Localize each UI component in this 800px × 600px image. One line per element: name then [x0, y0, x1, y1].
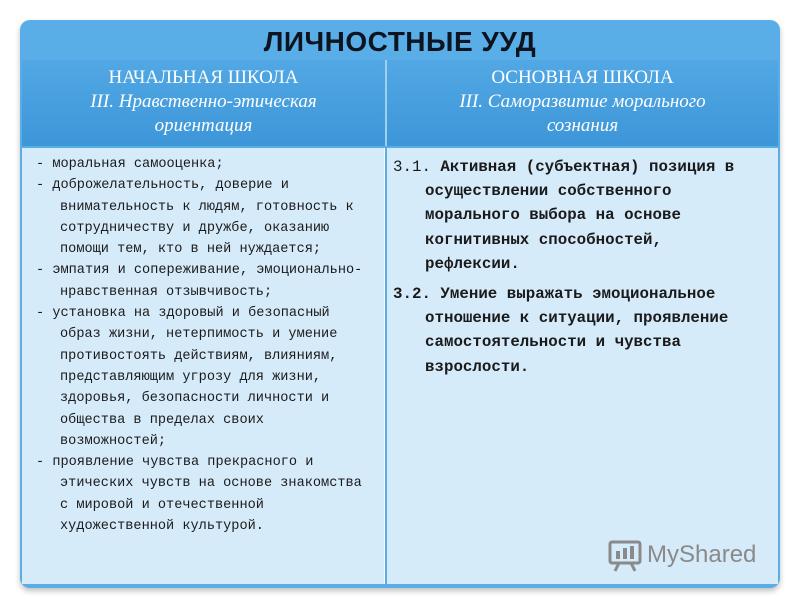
slide-title: ЛИЧНОСТНЫЕ УУД — [263, 26, 537, 57]
item-text: Умение выражать эмоциональное отношение к ситуации, проявление самостоятельности и чувства взрослости. — [425, 285, 729, 376]
comparison-table — [22, 60, 778, 586]
item-number: 3.1. — [393, 158, 431, 176]
header-primary-sub-2: ориентация — [154, 115, 253, 136]
header-primary-title: НАЧАЛЬНАЯ ШКОЛА — [108, 67, 299, 88]
basic-school-cell — [387, 148, 778, 584]
item-number: 3.2. — [393, 285, 431, 304]
primary-list — [22, 148, 384, 537]
primary-school-cell — [22, 148, 385, 584]
list-item: - доброжелательность, доверие и внимательность к людям, готовность к сотрудничеству и дружбе, оказанию помощи тем, кто в ней нуждается; — [36, 178, 354, 258]
list-item — [393, 282, 764, 379]
header-basic-sub-1: III. Саморазвитие морального — [459, 91, 706, 112]
header-primary-sub-1: III. Нравственно-этическая — [90, 91, 317, 112]
header-basic-school — [386, 60, 778, 146]
list-item: - моральная самооценка; — [36, 157, 224, 172]
watermark-text: MyShared — [647, 541, 757, 568]
basic-list — [387, 148, 778, 379]
presentation-screen-icon — [607, 537, 643, 573]
header-basic-title: ОСНОВНАЯ ШКОЛА — [491, 67, 674, 88]
header-primary-school — [22, 60, 386, 146]
list-item: - эмпатия и сопереживание, эмоционально-нравственная отзывчивость; — [36, 263, 363, 300]
item-text: Активная (субъектная) позиция в осуществлении собственного морального выбора на основе когнитивных способностей, рефлексии. — [425, 158, 735, 273]
header-basic-sub-2: сознания — [546, 115, 619, 136]
list-item: - установка на здоровый и безопасный образ жизни, нетерпимость и умение противостоять действиям, влияниям, представляющим угрозу для жизни, здоровья, безопасности личности и общества в пределах своих возможностей; — [36, 306, 338, 449]
list-item — [393, 155, 764, 276]
myshared-watermark — [607, 535, 767, 575]
list-item: - проявление чувства прекрасного и этических чувств на основе знакомства с мировой и отечественной художественной культурой. — [36, 455, 362, 535]
